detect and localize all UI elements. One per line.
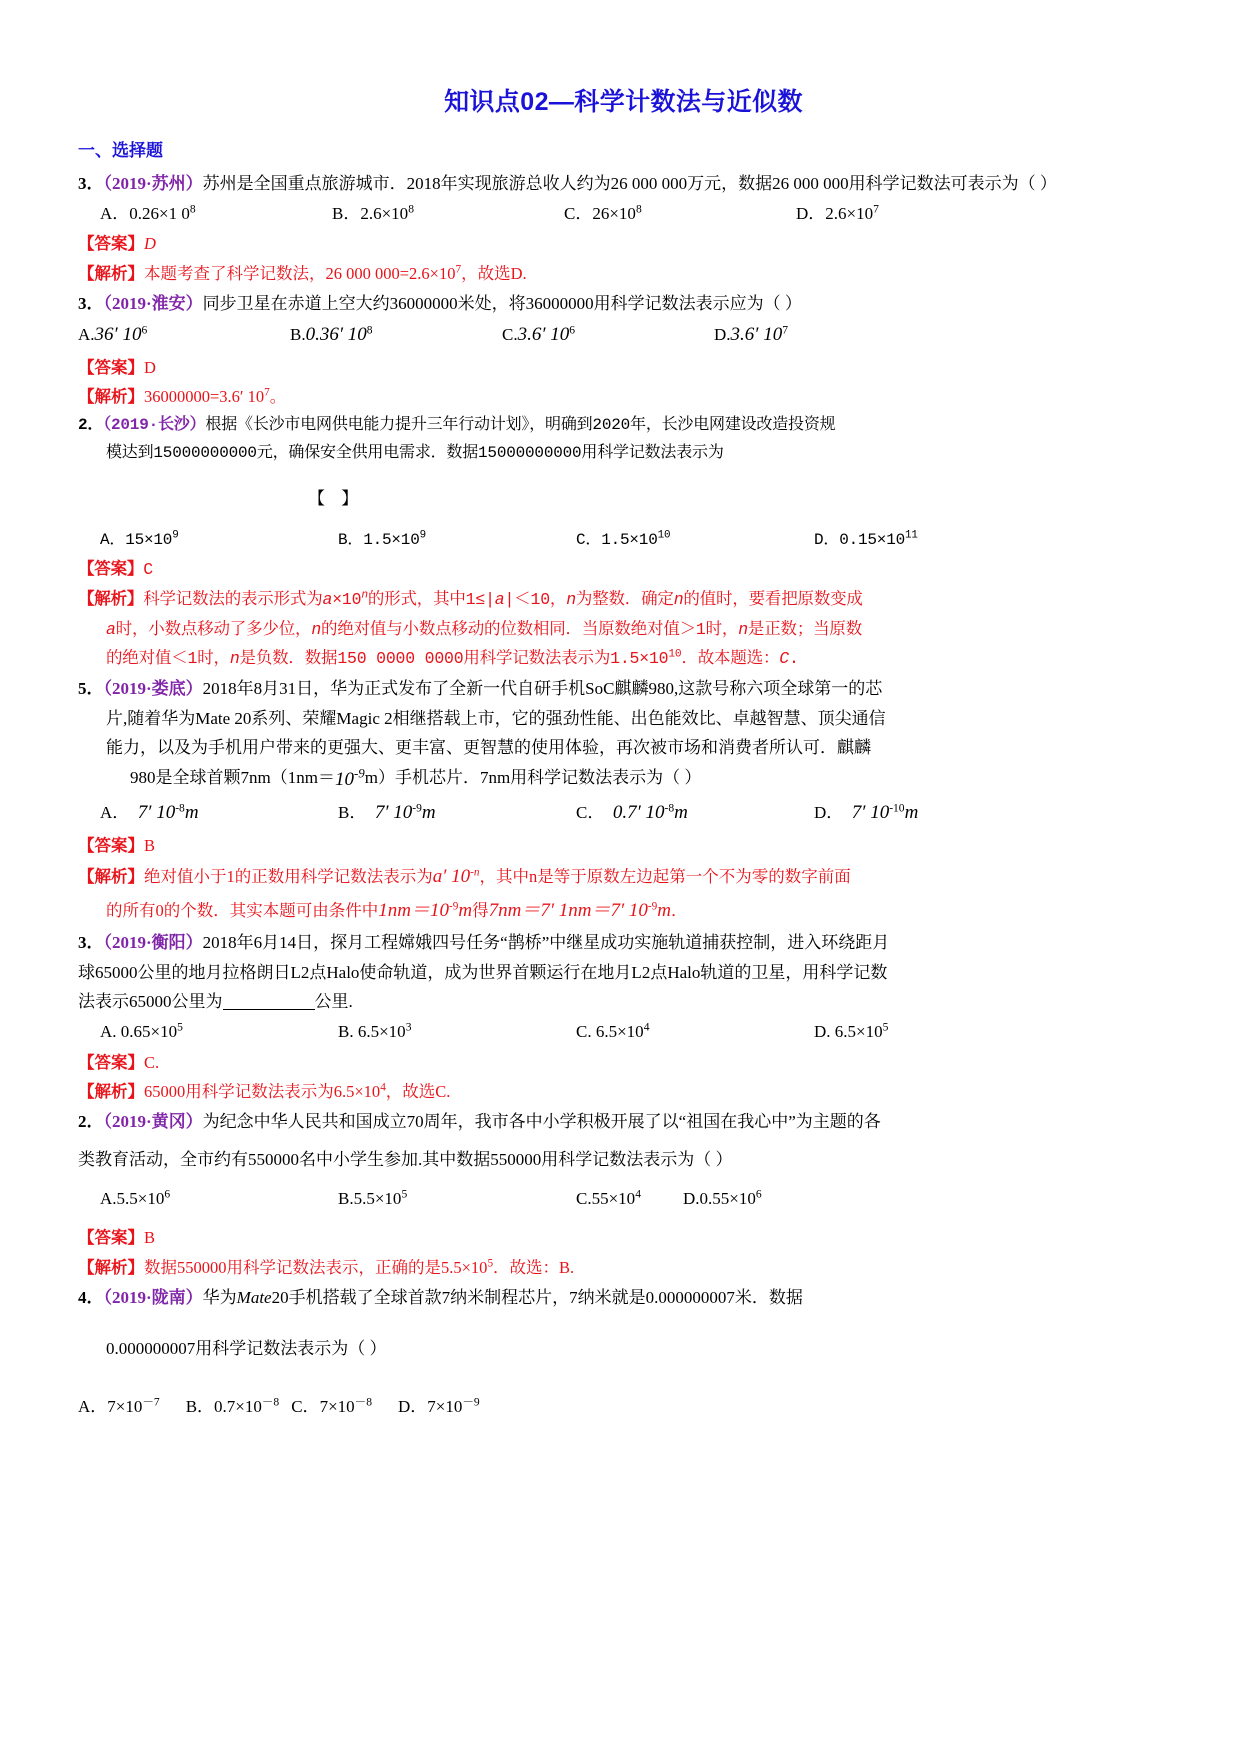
section-heading: 一、选择题 (78, 141, 163, 160)
question-text-line4b: m）手机芯片．7nm用科学记数法表示为（ ） (364, 767, 702, 787)
option-a[interactable]: $A.5.5\times 10^6$ (100, 1187, 171, 1209)
answer-label: 【答案】 (78, 560, 144, 580)
option-c[interactable]: $C.55\times 10^4$ (576, 1187, 641, 1209)
option-list (78, 1393, 1169, 1422)
option-d[interactable]: D． 7′ $10^{-10}m$ (814, 801, 919, 824)
question-text-line2-wrap (78, 705, 1169, 733)
solution-label: 【解析】 (78, 589, 144, 609)
answer-line (78, 832, 1169, 860)
question-text-line1: 2018年8月31日，华为正式发布了全新一代自研手机SoC麒麟980,这款号称六项全球第一的芯 (202, 679, 883, 698)
question-text-line3b: 公里. (314, 992, 353, 1012)
option-a[interactable]: A．$7\times 10^{-7}$ (78, 1394, 160, 1416)
question-text-line1: 2018年6月14日，探月工程嫦娥四号任务“鹊桥”中继星成功实施轨道捕获控制，进入环绕距月 (202, 933, 890, 953)
solution-label: 【解析】 (78, 1257, 144, 1277)
question-text-line2-wrap (78, 441, 1169, 467)
solution-line: 【解析】本题考查了科学记数法，26 000 $000=2.6\times 10^7$，故选D. (78, 263, 527, 284)
option-b[interactable]: B. $6.5\times 10^3$ (338, 1020, 412, 1041)
solution-line-1: 【解析】科学记数法的表示形式为$a\times 10^n$的形式，其中1≤|a|＜10，n为整数．确定n的值时，要看把原数变成 (78, 589, 863, 609)
question-text-line3-wrap (78, 734, 1169, 762)
answer-label: 【答案】 (78, 1052, 144, 1072)
question-block-7 (78, 1284, 1169, 1422)
option-c[interactable]: C．$26\times 10^8$ (564, 201, 642, 223)
option-d[interactable]: $D.0.55\times 10^6$ (682, 1187, 762, 1209)
answer-value: B (144, 835, 156, 855)
question-stem (78, 1284, 1169, 1312)
question-number: 3． (78, 174, 104, 193)
question-text-line2-wrap (78, 1335, 1169, 1363)
question-text-line4a: 980是全球首颗7nm（1nm＝ (130, 767, 335, 787)
solution-line-3: 的绝对值＜1时，n是负数．数据150 0000 0000用科学记数法表示为$1.5\times 10^{10}$．故本题选：C. (106, 648, 799, 669)
question-text-line2: 0.000000007用科学记数法表示为（ ） (106, 1339, 387, 1359)
option-d[interactable]: D. $6.5\times 10^5$ (814, 1020, 889, 1041)
answer-label: 【答案】 (78, 357, 144, 377)
answer-label: 【答案】 (78, 1228, 144, 1248)
option-d[interactable]: D.3.6′ $10^7$ (714, 323, 788, 346)
solution-label: 【解析】 (78, 264, 144, 284)
nm-exponent-formula: $10^{-9}$ (334, 765, 365, 790)
solution-text: 数据550000用科学记数法表示，正确的是5.5×10 (144, 1257, 488, 1277)
question-stem (78, 170, 1169, 198)
question-source: （2019·长沙） (103, 416, 206, 435)
question-block-3 (78, 413, 1169, 673)
question-text-line2: 类教育活动，全市约有550000名中小学生参加.其中数据550000用科学记数法表示为（ ） (78, 1149, 733, 1169)
question-source: （2019·陇南） (103, 1287, 203, 1307)
option-d[interactable]: D．$0.15\times 10^{11}$ (814, 529, 918, 549)
option-b[interactable]: B.0.36′ $10^8$ (290, 323, 373, 346)
question-text-line2: 模达到15000000000元，确保安全供用电需求．数据15000000000用科学记数法表示为 (106, 444, 724, 463)
option-list (78, 200, 1169, 229)
question-block-6 (78, 1108, 1169, 1281)
solution-line: 【解析】36000000=3.6′ $10^7$。 (78, 386, 287, 407)
answer-label: 【答案】 (78, 835, 144, 855)
option-c[interactable]: C.3.6′ $10^6$ (502, 323, 576, 346)
answer-value: D (144, 357, 156, 377)
question-text-line1a: 华为 (202, 1287, 237, 1307)
question-stem (78, 413, 1169, 439)
answer-line (78, 1049, 1169, 1077)
question-stem (78, 1108, 1169, 1136)
option-list (78, 319, 1169, 351)
question-number: 3． (78, 293, 104, 313)
question-number: 5． (78, 679, 104, 698)
question-source: （2019·衡阳） (103, 933, 203, 953)
answer-value: D (144, 234, 156, 254)
solution-text: 36000000=3.6′ 10 (144, 387, 265, 407)
solution-line: 【解析】数据550000用科学记数法表示，正确的是$5.5\times 10^5$．故选：B. (78, 1257, 575, 1277)
question-block-4 (78, 675, 1169, 927)
question-text-line2-wrap (78, 959, 1169, 987)
question-text-line1c: 20手机搭载了全球首款7纳米制程芯片，7纳米就是0.000000007米．数据 (271, 1287, 803, 1307)
question-number: 2． (78, 1112, 104, 1132)
solution-line-1: 【解析】绝对值小于1的正数用科学记数法表示为a′ $10^{-n}$，其中n是等于原数左边起第一个不为零的数字前面 (78, 866, 851, 888)
option-a[interactable]: A．0.26×1 $0^8$ (100, 201, 196, 223)
page-title: 知识点02—科学计数法与近似数 (444, 88, 803, 116)
question-number: 4． (78, 1287, 104, 1307)
option-b[interactable]: B．$1.5\times 10^9$ (338, 529, 426, 549)
question-number: 3． (78, 933, 104, 953)
question-source: （2019·黄冈） (103, 1112, 203, 1132)
option-list (78, 527, 1169, 554)
answer-bracket-blank[interactable]: 【 】 (308, 490, 362, 510)
question-stem (78, 675, 1169, 703)
question-source: （2019·淮安） (103, 293, 203, 313)
answer-line (78, 556, 1169, 584)
question-text: 苏州是全国重点旅游城市．2018年实现旅游总收人约为26 000 000万元，数据26 000 000用科学记数法可表示为（ ） (202, 174, 1057, 193)
option-c[interactable]: C．$1.5\times 10^{10}$ (576, 529, 671, 549)
option-a[interactable]: A.36′ $10^6$ (78, 323, 148, 346)
solution-line-2: 的所有0的个数．其实本题可由条件中$1nm=10^{-9}m$得7nm＝7′ 1nm＝7′ $10^{-9}m$． (106, 900, 688, 922)
answer-line (78, 230, 1169, 258)
question-stem (78, 290, 1169, 318)
option-list (78, 1018, 1169, 1047)
option-a[interactable]: A． 7′ $10^{-8}m$ (100, 801, 199, 824)
answer-value: B (144, 1228, 156, 1248)
question-text-line1: 根据《长沙市电网供电能力提升三年行动计划》，明确到2020年，长沙电网建设改造投资规 (205, 416, 836, 435)
option-d[interactable]: D．$7\times 10^{-9}$ (397, 1394, 480, 1416)
question-text-line2: 球65000公里的地月拉格朗日L2点Halo使命轨道，成为世界首颗运行在地月L2点Halo轨道的卫星，用科学记数 (78, 962, 888, 982)
answer-line (78, 1224, 1169, 1252)
answer-line (78, 354, 1169, 382)
question-source: （2019·苏州） (103, 174, 203, 193)
question-text: 同步卫星在赤道上空大约36000000米处，将36000000用科学记数法表示应为（ ） (202, 293, 802, 313)
question-text-line2-wrap (78, 1146, 1169, 1174)
option-b[interactable]: $B.5.5\times 10^5$ (338, 1187, 408, 1209)
question-source: （2019·娄底） (103, 679, 203, 698)
question-text-line4-wrap (78, 764, 1169, 796)
question-text-line3-wrap (78, 988, 1169, 1016)
question-block-5 (78, 929, 1169, 1106)
option-b[interactable]: B．$0.7\times 10^{-8}$ (185, 1394, 280, 1416)
question-text-line1b: Mate (236, 1287, 272, 1307)
answer-value: C (143, 560, 153, 580)
solution-text: 本题考查了科学记数法，26 000 000=2.6×10 (144, 264, 456, 284)
option-a[interactable]: A. $0.65\times 10^5$ (100, 1020, 183, 1041)
solution-label: 【解析】 (78, 867, 144, 887)
option-c[interactable]: C．$7\times 10^{-8}$ (291, 1394, 372, 1416)
option-b[interactable]: B．$2.6\times 10^8$ (332, 201, 414, 223)
option-b[interactable]: B． 7′ $10^{-9}m$ (338, 801, 436, 824)
option-list (78, 1185, 1169, 1214)
solution-label: 【解析】 (78, 1082, 144, 1102)
answer-label: 【答案】 (78, 234, 144, 254)
option-c[interactable]: C. $6.5\times 10^4$ (576, 1020, 650, 1041)
option-d[interactable]: D．$2.6\times 10^7$ (796, 201, 879, 223)
question-stem (78, 929, 1169, 957)
question-number: 2． (78, 416, 104, 435)
question-block-1 (78, 170, 1169, 288)
question-text-line3: 能力，以及为手机用户带来的更强大、更丰富、更智慧的使用体验，再次被市场和消费者所认可．麒麟 (106, 738, 871, 758)
answer-value: C. (144, 1052, 160, 1072)
option-a[interactable]: A．$15\times 10^9$ (100, 529, 179, 549)
solution-text: 65000用科学记数法表示为6.5×10 (144, 1082, 381, 1102)
solution-line: 【解析】65000用科学记数法表示为$6.5\times 10^4$，故选C. (78, 1081, 451, 1102)
solution-label: 【解析】 (78, 387, 144, 407)
question-text-line3a: 法表示65000公里为 (78, 992, 223, 1012)
option-c[interactable]: C． 0.7′ $10^{-8}m$ (576, 801, 688, 824)
question-text-line2: 片,随着华为Mate 20系列、荣耀Magic 2相继搭载上市，它的强劲性能、出色能效比、卓越智慧、顶尖通信 (106, 708, 886, 728)
question-text-line1: 为纪念中华人民共和国成立70周年，我市各中小学积极开展了以“祖国在我心中”为主题的各 (202, 1112, 881, 1132)
option-list (78, 797, 1169, 829)
solution-line-2: a时，小数点移动了多少位，n的绝对值与小数点移动的位数相同．当原数绝对值＞1时，n是正数；当原数 (106, 619, 863, 639)
question-block-2 (78, 290, 1169, 411)
fill-in-blank[interactable] (223, 1009, 315, 1010)
